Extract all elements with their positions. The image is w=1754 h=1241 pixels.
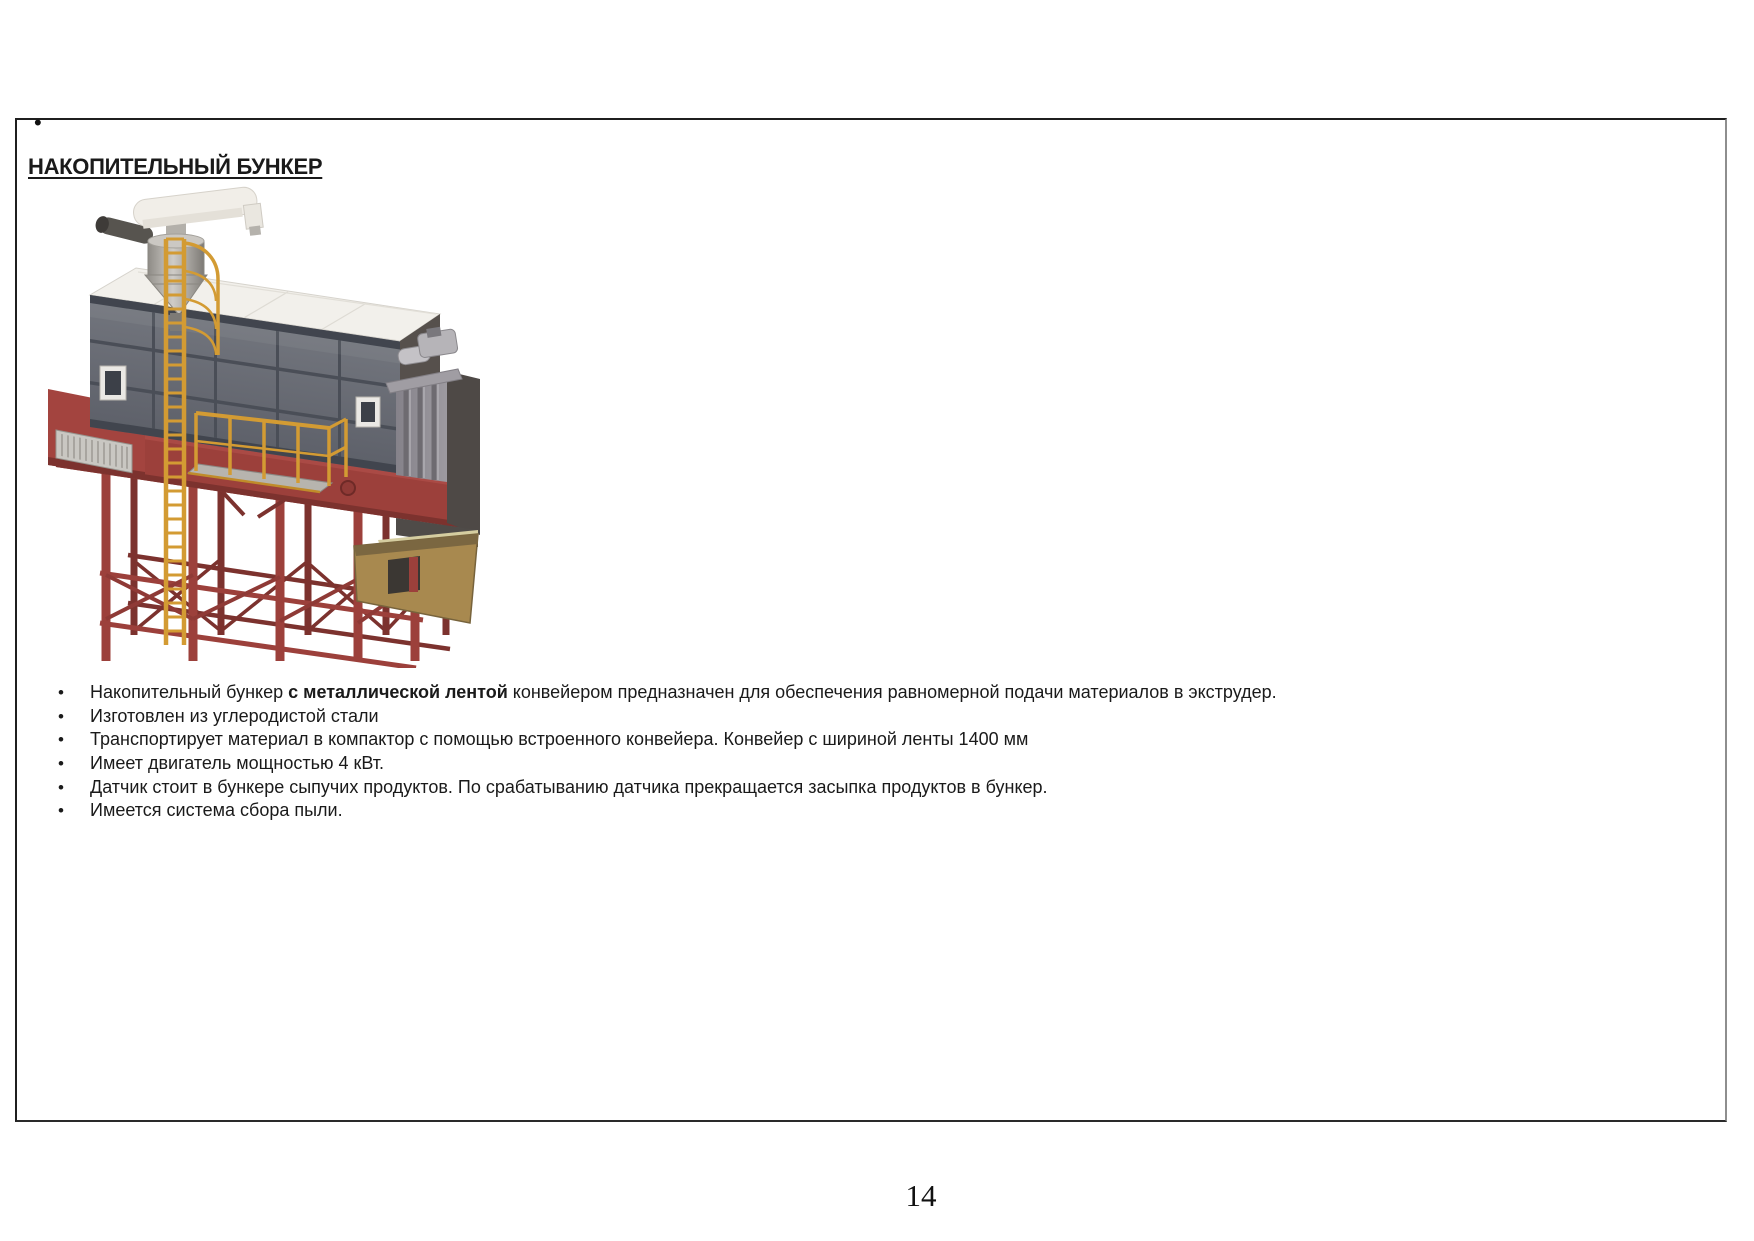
bullet-icon: • (58, 801, 64, 821)
list-item (48, 799, 1668, 823)
list-item-text: Имеет двигатель мощностью 4 кВт. (90, 753, 385, 774)
discharge-chute (354, 518, 478, 623)
list-item-text: Изготовлен из углеродистой стали (90, 705, 379, 726)
bullet-icon: • (58, 706, 64, 726)
list-item-text: конвейером предназначен для обеспечения равномерной подачи материалов в экструдер. (507, 682, 1277, 702)
bullet-icon: • (58, 683, 64, 702)
list-item-text: Транспортирует материал в компактор с помощью встроенного конвейера. Конвейер с шириной ленты 1400 мм (90, 729, 1029, 750)
list-item-text: Датчик стоит в бункере сыпучих продуктов. По срабатыванию датчика прекращается засыпка продуктов в бункер. (90, 776, 1048, 797)
list-item (48, 705, 1668, 729)
bunker-window-right (356, 397, 380, 427)
page-title: НАКОПИТЕЛЬНЫЙ БУНКЕР (28, 154, 323, 179)
spec-bullet-list (48, 681, 1668, 823)
list-item (48, 728, 1668, 752)
list-item (48, 752, 1668, 776)
list-item (48, 776, 1668, 800)
list-item-text: Накопительный бункер (90, 682, 289, 702)
machine-3d-render (48, 183, 483, 668)
bullet-icon: • (58, 730, 64, 750)
bunker-window-left (100, 366, 126, 400)
page-number: 14 (905, 1178, 937, 1213)
beam-hatch (341, 481, 355, 495)
bullet-icon: • (58, 754, 64, 774)
list-item-text-bold: с металлической лентой (288, 682, 508, 702)
empty-bullet-marker: • (34, 110, 42, 135)
list-item (48, 681, 1668, 705)
storage-hopper-illustration (48, 183, 483, 668)
list-item-text: Имеется система сбора пыли. (90, 800, 343, 821)
bullet-icon: • (58, 777, 64, 797)
